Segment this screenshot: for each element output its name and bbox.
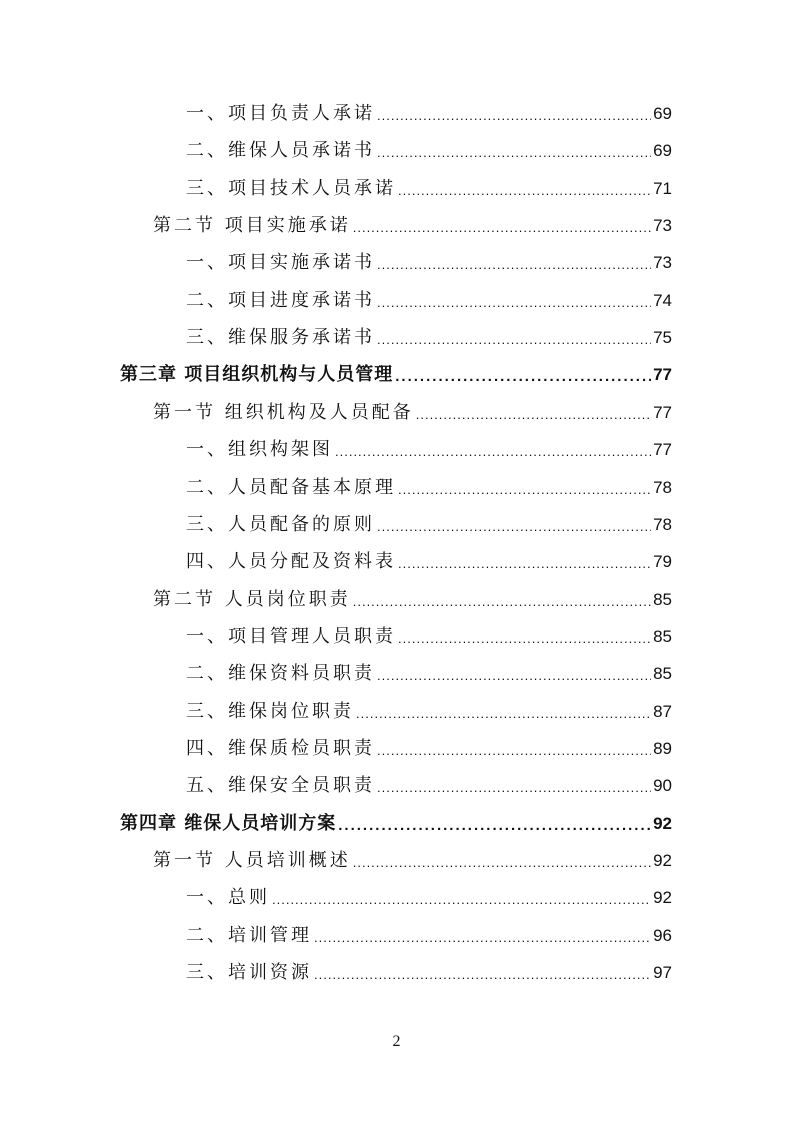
toc-entry-title: 三、维保岗位职责: [186, 700, 354, 722]
toc-entry-title: 二、人员配备基本原理: [186, 476, 396, 498]
toc-entry-page: 97: [653, 963, 672, 983]
toc-entry-page: 92: [653, 851, 672, 870]
toc-entry-title: 二、培训管理: [186, 924, 312, 946]
toc-entry-page: 85: [653, 626, 672, 646]
toc-entry-title: 四、维保质检员职责: [186, 737, 375, 759]
toc-chapter-entry[interactable]: [0, 362, 672, 388]
toc-entry-title: 第三章 项目组织机构与人员管理: [120, 364, 394, 386]
toc-item-entry[interactable]: [0, 923, 672, 949]
dot-leader: [395, 366, 651, 388]
dot-leader: [353, 217, 651, 239]
toc-entry-page: 85: [653, 589, 672, 609]
toc-entry-title: 一、项目实施承诺书: [186, 252, 375, 274]
dot-leader: [377, 105, 651, 127]
toc-entry-page: 73: [653, 216, 672, 236]
toc-section-entry[interactable]: [0, 587, 672, 613]
toc-entry-page: 85: [653, 664, 672, 684]
toc-entry-title: 第一节 人员培训概述: [153, 850, 351, 871]
toc-entry-page: 69: [653, 141, 672, 161]
toc-entry-page: 77: [653, 402, 672, 422]
dot-leader: [398, 180, 651, 202]
toc-entry-title: 一、组织构架图: [186, 439, 333, 461]
toc-entry-title: 一、项目管理人员职责: [186, 625, 396, 647]
toc-entry-title: 三、项目技术人员承诺: [186, 177, 396, 199]
dot-leader: [353, 591, 651, 613]
toc-entry-title: 第二节 项目实施承诺: [153, 215, 351, 237]
toc-entry-title: 第一节 组织机构及人员配备: [153, 401, 414, 423]
dot-leader: [377, 254, 651, 276]
toc-item-entry[interactable]: [0, 661, 672, 687]
dot-leader: [377, 516, 651, 538]
dot-leader: [398, 553, 651, 575]
toc-entry-title: 四、人员分配及资料表: [186, 551, 396, 573]
toc-entry-title: 五、维保安全员职责: [186, 775, 375, 797]
toc-item-entry[interactable]: [0, 250, 672, 276]
toc-entry-page: 96: [653, 925, 672, 945]
toc-item-entry[interactable]: [0, 885, 672, 911]
toc-section-entry[interactable]: [0, 213, 672, 239]
toc-item-entry[interactable]: [0, 549, 672, 575]
page-number: 2: [392, 1033, 401, 1050]
toc-entry-title: 三、培训资源: [186, 962, 312, 984]
dot-leader: [353, 852, 651, 874]
toc-entry-page: 73: [653, 253, 672, 273]
toc-item-entry[interactable]: [0, 960, 672, 986]
toc-item-entry[interactable]: [0, 288, 672, 314]
toc-entry-page: 71: [653, 178, 672, 198]
toc-entry-page: 69: [653, 104, 672, 123]
toc-entry-page: 89: [653, 738, 672, 758]
toc-section-entry[interactable]: [0, 848, 672, 874]
toc-item-entry[interactable]: [0, 437, 672, 463]
toc-entry-page: 90: [653, 776, 672, 796]
toc-entry-title: 二、维保人员承诺书: [186, 140, 375, 162]
toc-item-entry[interactable]: [0, 325, 672, 351]
toc-item-entry[interactable]: [0, 773, 672, 799]
dot-leader: [398, 479, 651, 501]
dot-leader: [356, 703, 651, 725]
dot-leader: [416, 404, 651, 426]
dot-leader: [377, 329, 651, 351]
dot-leader: [272, 889, 651, 911]
toc-entry-page: 77: [653, 365, 672, 385]
toc-item-entry[interactable]: [0, 736, 672, 762]
dot-leader: [338, 815, 651, 837]
toc-item-entry[interactable]: [0, 699, 672, 725]
dot-leader: [377, 142, 651, 164]
toc-item-entry[interactable]: [0, 101, 672, 127]
toc-entry-page: 78: [653, 514, 672, 534]
dot-leader: [377, 777, 651, 799]
toc-entry-page: 87: [653, 701, 672, 721]
dot-leader: [377, 665, 651, 687]
toc-entry-title: 第四章 维保人员培训方案: [120, 812, 337, 834]
toc-entry-title: 一、项目负责人承诺: [186, 103, 375, 124]
toc-chapter-entry[interactable]: [0, 811, 672, 837]
toc-entry-title: 二、维保资料员职责: [186, 663, 375, 685]
toc-entry-title: 一、总则: [186, 887, 270, 909]
toc-entry-title: 三、人员配备的原则: [186, 513, 375, 535]
toc-entry-title: 二、项目进度承诺书: [186, 289, 375, 311]
dot-leader: [377, 292, 651, 314]
toc-entry-page: 92: [653, 813, 672, 833]
dot-leader: [398, 628, 651, 650]
toc-item-entry[interactable]: [0, 624, 672, 650]
dot-leader: [314, 927, 651, 949]
toc-section-entry[interactable]: [0, 400, 672, 426]
toc-entry-title: 三、维保服务承诺书: [186, 327, 375, 349]
dot-leader: [314, 964, 651, 986]
toc-entry-page: 79: [653, 552, 672, 572]
dot-leader: [377, 740, 651, 762]
toc-item-entry[interactable]: [0, 138, 672, 164]
toc-entry-title: 第二节 人员岗位职责: [153, 588, 351, 610]
toc-entry-page: 92: [653, 888, 672, 908]
toc-entry-page: 75: [653, 328, 672, 348]
toc-item-entry[interactable]: [0, 176, 672, 202]
toc-entry-page: 78: [653, 477, 672, 497]
toc-entry-page: 74: [653, 290, 672, 310]
toc-item-entry[interactable]: [0, 475, 672, 501]
toc-item-entry[interactable]: [0, 512, 672, 538]
toc-entry-page: 77: [653, 440, 672, 460]
dot-leader: [335, 441, 651, 463]
